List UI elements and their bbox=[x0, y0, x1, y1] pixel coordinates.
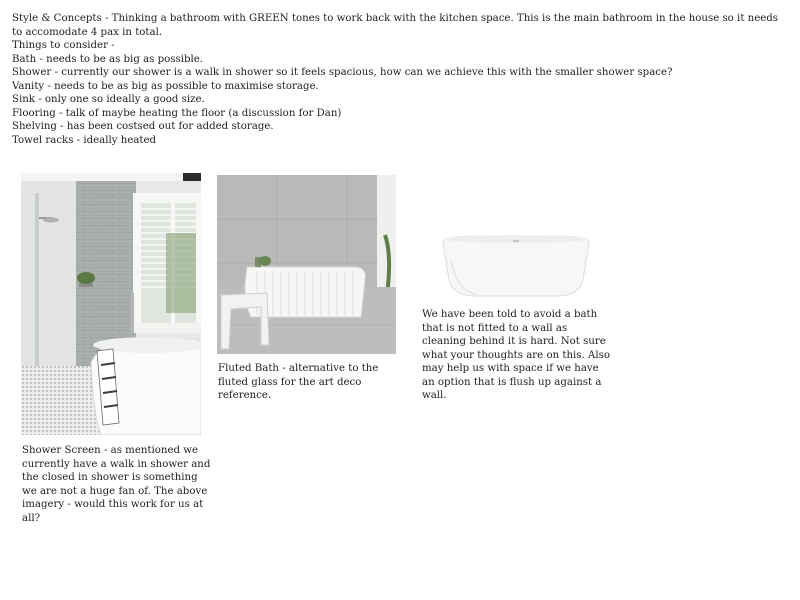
intro-line-shelving: Shelving - has been costsed out for added storage. bbox=[12, 121, 274, 132]
intro-line-towel-racks: Towel racks - ideally heated bbox=[12, 134, 157, 146]
shower-screen-illustration bbox=[21, 173, 201, 435]
intro-text-block bbox=[12, 12, 782, 147]
shower-screen-caption: Shower Screen - as mentioned we currently have a walk in shower and the closed in shower is something we are not a huge fan of. The above imagery - would this work for us at all? bbox=[22, 445, 211, 524]
intro-line-sink: Sink - only one so ideally a good size. bbox=[12, 94, 205, 105]
intro-line-things-to-consider: Things to consider - bbox=[12, 40, 115, 51]
fluted-bath-caption: Fluted Bath - alternative to the fluted glass for the art deco reference. bbox=[218, 363, 379, 401]
oval-bath-caption: We have been told to avoid a bath that is not fitted to a wall as cleaning behind it is hard. Not sure what your thoughts are on this. Also may help us with space if we have an option that is flush up against a wall. bbox=[422, 309, 610, 401]
intro-line-vanity: Vanity - needs to be as big as possible to maximise storage. bbox=[12, 80, 319, 92]
shower-screen-image bbox=[21, 173, 201, 435]
intro-line-shower: Shower - currently our shower is a walk in shower so it feels spacious, how can we achieve this with the smaller shower space? bbox=[12, 67, 673, 78]
fluted-bath-illustration bbox=[217, 175, 396, 354]
intro-line-bath: Bath - needs to be as big as possible. bbox=[12, 53, 204, 65]
intro-line-style-concepts: Style & Concepts - Thinking a bathroom with GREEN tones to work back with the kitchen space. This is the main bathroom in the house so it needs to accomodate 4 pax in total. bbox=[12, 13, 779, 38]
oval-bath-illustration bbox=[437, 230, 595, 302]
fluted-bath-image bbox=[217, 175, 396, 354]
intro-line-flooring: Flooring - talk of maybe heating the floor (a discussion for Dan) bbox=[12, 107, 342, 119]
oval-bath-image bbox=[437, 230, 595, 302]
